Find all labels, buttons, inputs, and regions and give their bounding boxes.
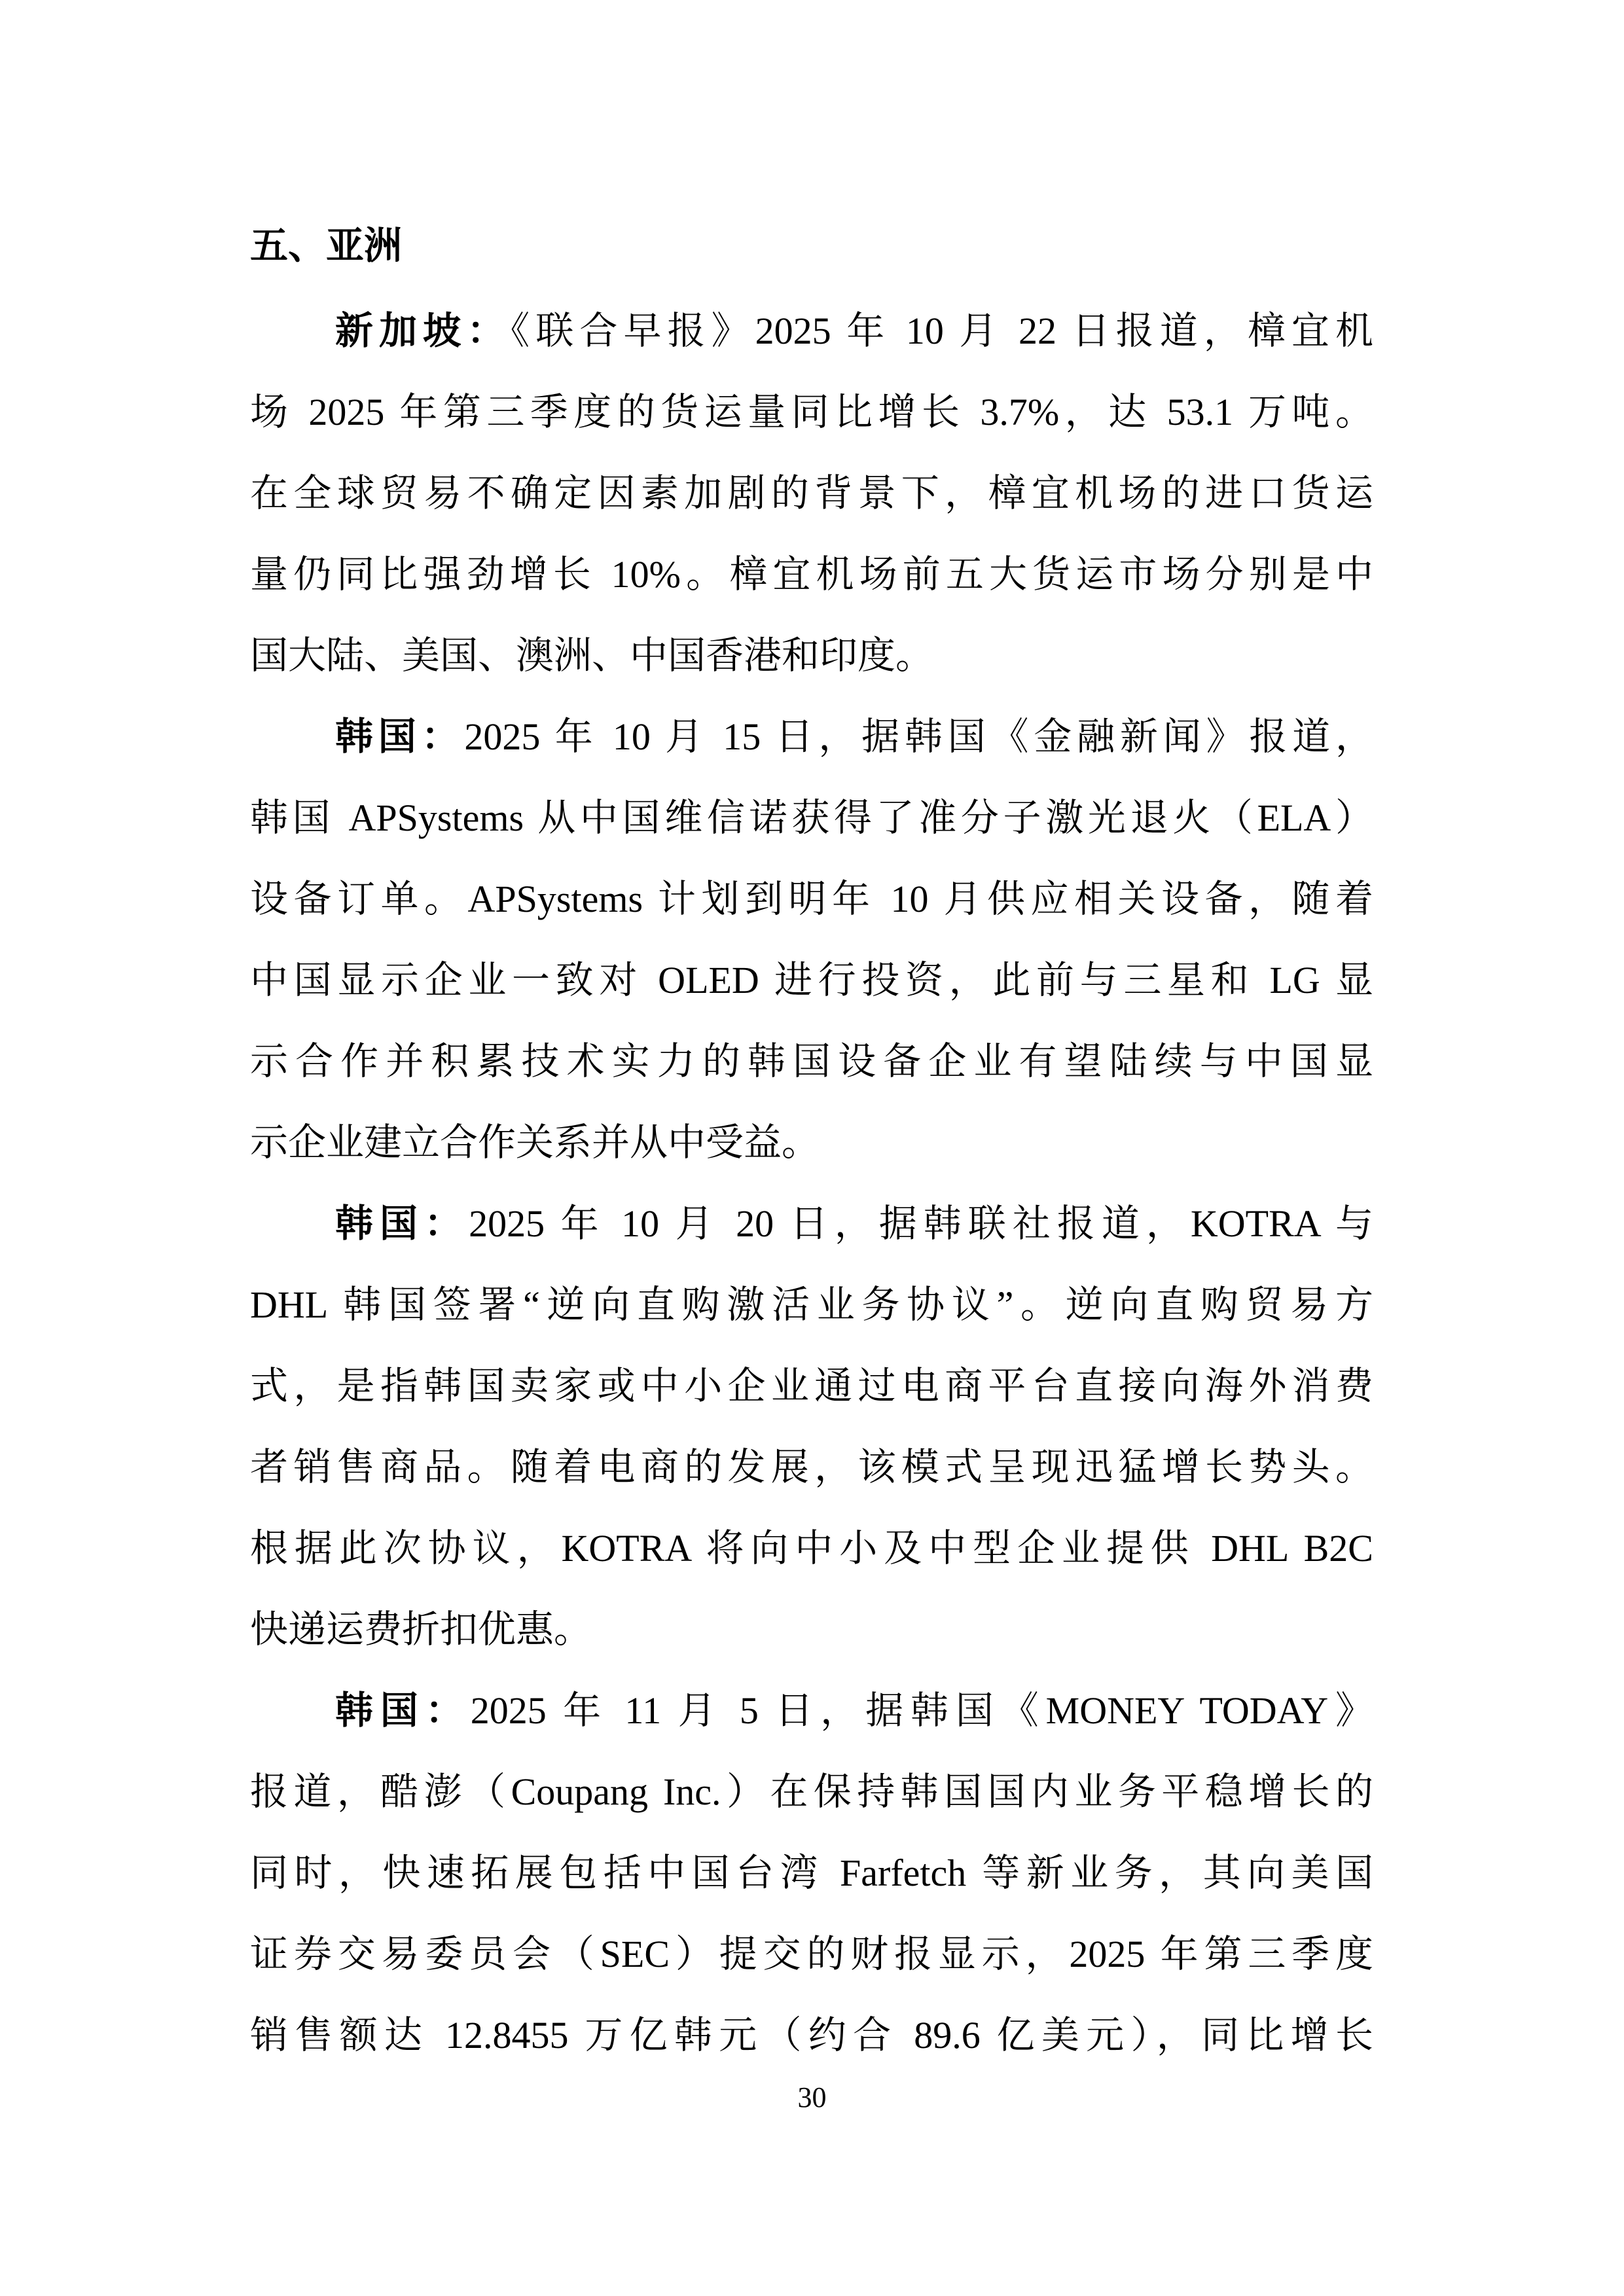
paragraph-line: 者销售商品。随着电商的发展，该模式呈现迅猛增长势头。: [250, 1446, 1373, 1488]
paragraph-line: 设备订单。APSystems 计划到明年 10 月供应相关设备，随着: [250, 878, 1373, 920]
paragraph-line: 场 2025 年第三季度的货运量同比增长 3.7%，达 53.1 万吨。: [250, 391, 1373, 433]
paragraph-line: 中国显示企业一致对 OLED 进行投资，此前与三星和 LG 显: [250, 959, 1373, 1001]
paragraph-line: 式，是指韩国卖家或中小企业通过电商平台直接向海外消费: [250, 1365, 1373, 1407]
document-body: [250, 206, 1373, 2076]
paragraph-line: 示合作并积累技术实力的韩国设备企业有望陆续与中国显: [250, 1040, 1373, 1083]
paragraph: [250, 1670, 1373, 2076]
paragraph-line: 示企业建立合作关系并从中受益。: [250, 1121, 820, 1164]
paragraph-line: 报道，酷澎（Coupang Inc.）在保持韩国国内业务平稳增长的: [250, 1770, 1373, 1813]
paragraph-line: [250, 291, 1373, 372]
paragraph-line: 同时，快速拓展包括中国台湾 Farfetch 等新业务，其向美国: [250, 1852, 1373, 1894]
paragraph: [250, 1183, 1373, 1670]
paragraph-line: [250, 696, 1373, 778]
paragraph-lead: 韩国：: [335, 1689, 471, 1732]
paragraph: [250, 696, 1373, 1183]
paragraph-line: [250, 1670, 1373, 1751]
paragraph-lead: 韩国：: [335, 1202, 469, 1245]
paragraph-line: [250, 1183, 1373, 1265]
paragraph-line: DHL 韩国签署“逆向直购激活业务协议”。逆向直购贸易方: [250, 1283, 1373, 1326]
page-number: 30: [797, 2081, 827, 2113]
paragraph-line: 证券交易委员会（SEC）提交的财报显示，2025 年第三季度: [250, 1933, 1373, 1975]
section-heading: 五、亚洲: [250, 224, 403, 267]
paragraph-lead: 韩国：: [335, 715, 465, 758]
paragraph-text: 2025 年 10 月 20 日，据韩联社报道，KOTRA 与: [469, 1202, 1373, 1245]
paragraph-text: 2025 年 10 月 15 日，据韩国《金融新闻》报道，: [464, 715, 1373, 758]
paragraph-line: 根据此次协议，KOTRA 将向中小及中型企业提供 DHL B2C: [250, 1527, 1373, 1570]
paragraph: [250, 291, 1373, 696]
paragraph-text: 《联合早报》2025 年 10 月 22 日报道，樟宜机: [511, 310, 1373, 352]
paragraph-line: 销售额达 12.8455 万亿韩元（约合 89.6 亿美元），同比增长: [250, 2014, 1373, 2056]
paragraph-line: 国大陆、美国、澳洲、中国香港和印度。: [250, 634, 934, 677]
paragraph-lead: 新加坡：: [335, 310, 511, 352]
paragraph-line: 韩国 APSystems 从中国维信诺获得了准分子激光退火（ELA）: [250, 797, 1373, 839]
paragraph-text: 2025 年 11 月 5 日，据韩国《MONEY TODAY》: [470, 1689, 1373, 1732]
paragraph-line: 快递运费折扣优惠。: [250, 1608, 592, 1651]
paragraph-line: 量仍同比强劲增长 10%。樟宜机场前五大货运市场分别是中: [250, 553, 1373, 596]
paragraph-line: 在全球贸易不确定因素加剧的背景下，樟宜机场的进口货运: [250, 472, 1373, 514]
